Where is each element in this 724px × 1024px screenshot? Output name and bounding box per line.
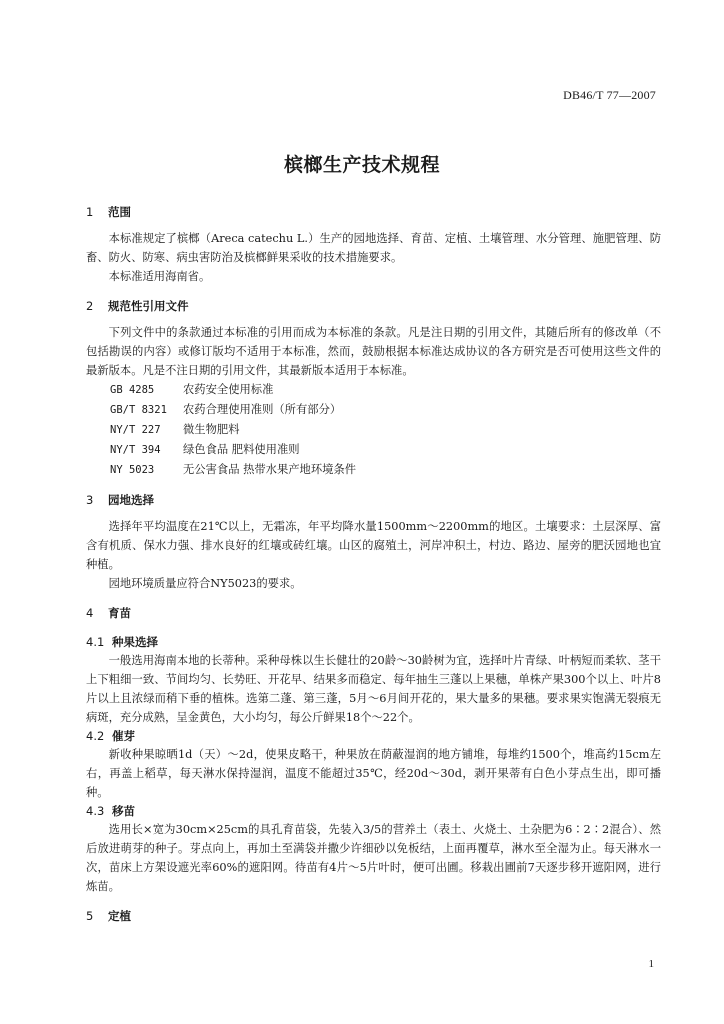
section-title: 规范性引用文件 xyxy=(108,299,189,313)
section-number: 4 xyxy=(86,606,94,620)
paragraph: 本标准适用海南省。 xyxy=(108,270,211,283)
reference-name: 农药安全使用标准 xyxy=(183,383,274,396)
paragraph: 选择年平均温度在21℃以上，无霜冻，年平均降水量1500mm～2200mm的地区。土壤要求：土层深厚、富含有机质、保水力强、排水良好的红壤或砖红壤。山区的腐殖土，河岸冲积土，村边、路边、屋旁的肥沃园地也宜种植。 xyxy=(86,520,661,571)
subsection-number: 4.1 xyxy=(86,635,105,649)
paragraph: 选用长×宽为30cm×25cm的具孔育苗袋，先装入3/5的营养土（表土、火烧土、土杂肥为6∶2∶2混合）、然后放进萌芽的种子。芽点向上，再加土至满袋并撒少许细砂以免板结，上面再覆草，淋水至全湿为止。每天淋水一次，苗床上方架设遮光率60%的遮阳网。待苗有4片～5片叶时，便可出圃。移栽出圃前7天逐步移开遮阳网，进行炼苗。 xyxy=(86,823,661,893)
document-title: 槟榔生产技术规程 xyxy=(283,154,440,176)
reference-item xyxy=(86,420,661,440)
section-title: 园地选择 xyxy=(108,493,154,507)
section-title: 定植 xyxy=(108,909,131,923)
subsection-title: 催芽 xyxy=(112,729,135,743)
reference-code: GB 4285 xyxy=(110,384,155,396)
reference-item xyxy=(86,460,661,480)
reference-code: NY 5023 xyxy=(110,464,155,476)
section-title: 范围 xyxy=(108,205,131,219)
section-number: 2 xyxy=(86,299,94,313)
subsection-number: 4.3 xyxy=(86,804,105,818)
subsection-heading-germination xyxy=(86,727,661,745)
section-number: 1 xyxy=(86,205,94,219)
section-title: 育苗 xyxy=(108,606,131,620)
subsection-title: 移苗 xyxy=(112,804,135,818)
document-body xyxy=(86,203,661,925)
subsection-number: 4.2 xyxy=(86,729,105,743)
reference-code: GB/T 8321 xyxy=(110,404,167,416)
reference-item xyxy=(86,380,661,400)
reference-code: NY/T 394 xyxy=(110,444,161,456)
section-heading-planting xyxy=(86,907,661,925)
section-number: 5 xyxy=(86,909,94,923)
reference-item xyxy=(86,400,661,420)
section-number: 3 xyxy=(86,493,94,507)
reference-item xyxy=(86,440,661,460)
section-heading-seedling xyxy=(86,604,661,622)
section-heading-site-selection xyxy=(86,491,661,509)
reference-code: NY/T 227 xyxy=(110,424,161,436)
subsection-heading-transplanting xyxy=(86,802,661,820)
paragraph: 一般选用海南本地的长蒂种。采种母株以生长健壮的20龄～30龄树为宜，选择叶片青绿、叶柄短而柔软、茎干上下粗细一致、节间均匀、长势旺、开花早、结果多而稳定、每年抽生三蓬以上果穗，单株产果300个以上、叶片8片以上且浓绿而稍下垂的植株。选第二蓬、第三蓬，5月～6月间开花的，果大量多的果穗。要求果实饱满无裂痕无病斑，充分成熟，呈金黄色，大小均匀，每公斤鲜果18个～22个。 xyxy=(86,654,661,724)
paragraph: 园地环境质量应符合NY5023的要求。 xyxy=(108,577,302,590)
reference-name: 微生物肥料 xyxy=(183,423,240,436)
paragraph: 下列文件中的条款通过本标准的引用而成为本标准的条款。凡是注日期的引用文件，其随后所有的修改单（不包括勘误的内容）或修订版均不适用于本标准，然而，鼓励根据本标准达成协议的各方研究是否可使用这些文件的最新版本。凡是不注日期的引用文件，其最新版本适用于本标准。 xyxy=(86,326,661,377)
section-heading-scope xyxy=(86,203,661,221)
reference-name: 绿色食品 肥料使用准则 xyxy=(183,443,300,456)
paragraph: 新收种果晾晒1d（天）～2d，使果皮略干，种果放在荫蔽湿润的地方铺堆，每堆约1500个，堆高约15cm左右，再盖上稻草，每天淋水保持湿润，温度不能超过35℃，经20d～30d，剥开果蒂有白色小芽点生出，即可播种。 xyxy=(86,748,661,799)
reference-name: 农药合理使用准则（所有部分） xyxy=(183,403,342,416)
reference-name: 无公害食品 热带水果产地环境条件 xyxy=(183,463,357,476)
section-heading-normative-references xyxy=(86,297,661,315)
standard-code: DB46/T 77—2007 xyxy=(563,88,656,102)
page-number: 1 xyxy=(648,958,654,970)
subsection-heading-seed-selection xyxy=(86,633,661,651)
subsection-title: 种果选择 xyxy=(112,635,158,649)
paragraph: 本标准规定了槟榔（Areca catechu L.）生产的园地选择、育苗、定植、土壤管理、水分管理、施肥管理、防畜、防火、防寒、病虫害防治及槟榔鲜果采收的技术措施要求。 xyxy=(86,232,661,264)
